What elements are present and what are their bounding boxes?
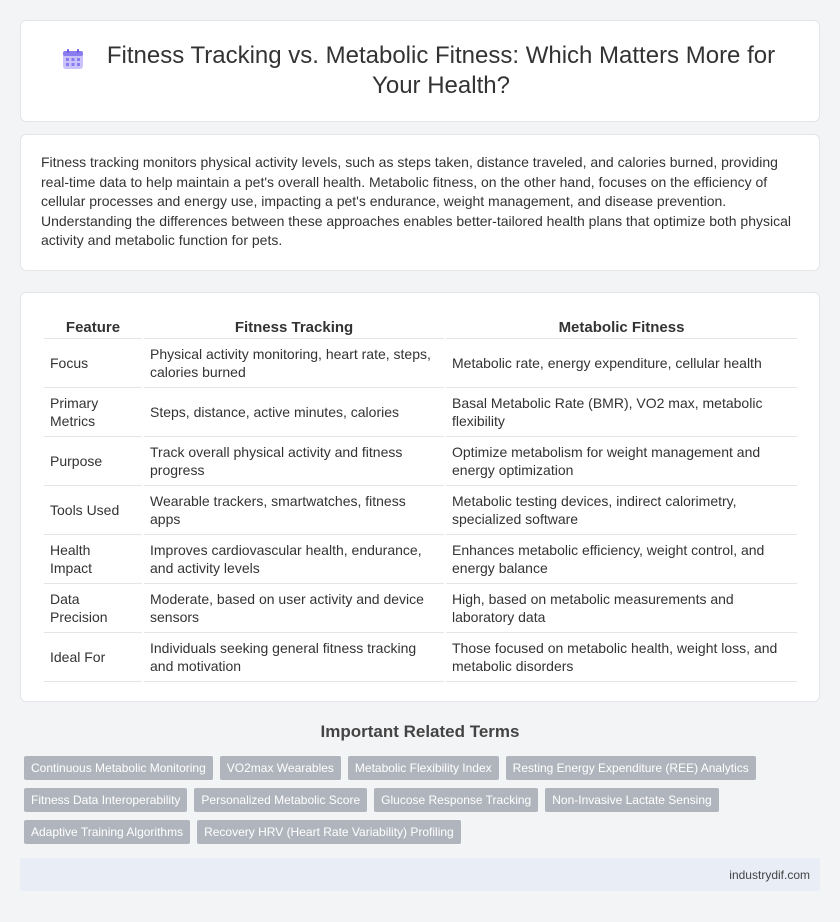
header-metabolic-fitness: Metabolic Fitness: [446, 313, 797, 339]
row-feature: Purpose: [44, 437, 142, 486]
comparison-table-card: [20, 292, 820, 702]
tag-link[interactable]: Glucose Response Tracking: [374, 788, 538, 812]
related-terms-tags: [24, 756, 824, 852]
tag-link[interactable]: Metabolic Flexibility Index: [348, 756, 499, 780]
tag-link[interactable]: Personalized Metabolic Score: [194, 788, 367, 812]
title-wrap: [61, 41, 779, 101]
row-metabolic-fitness: Those focused on metabolic health, weight loss, and metabolic disorders: [446, 633, 797, 682]
tag-link[interactable]: Recovery HRV (Heart Rate Variability) Profiling: [197, 820, 461, 844]
row-fitness-tracking: Improves cardiovascular health, endurance, and activity levels: [144, 535, 444, 584]
row-metabolic-fitness: Enhances metabolic efficiency, weight control, and energy balance: [446, 535, 797, 584]
row-fitness-tracking: Moderate, based on user activity and device sensors: [144, 584, 444, 633]
tag-row: [24, 820, 824, 844]
row-fitness-tracking: Steps, distance, active minutes, calories: [144, 388, 444, 437]
row-feature: Data Precision: [44, 584, 142, 633]
page-title: Fitness Tracking vs. Metabolic Fitness: Which Matters More for Your Health?: [106, 42, 776, 99]
row-metabolic-fitness: Metabolic rate, energy expenditure, cellular health: [446, 339, 797, 388]
row-feature: Primary Metrics: [44, 388, 142, 437]
tag-link[interactable]: Non-Invasive Lactate Sensing: [545, 788, 718, 812]
tag-link[interactable]: Adaptive Training Algorithms: [24, 820, 190, 844]
table-row: [44, 486, 797, 535]
header-fitness-tracking: Fitness Tracking: [144, 313, 444, 339]
row-metabolic-fitness: Metabolic testing devices, indirect calorimetry, specialized software: [446, 486, 797, 535]
table-row: [44, 388, 797, 437]
row-fitness-tracking: Wearable trackers, smartwatches, fitness apps: [144, 486, 444, 535]
table-row: [44, 584, 797, 633]
header-feature: Feature: [44, 313, 142, 339]
intro-paragraph: Fitness tracking monitors physical activity levels, such as steps taken, distance traveled, and calories burned, providing real-time data to help maintain a pet's overall health. Metabolic fitness, on the other hand, focuses on the efficiency of cellular processes and energy use, impacting a pet's endurance, weight management, and disease prevention. Understanding the differences between these approaches enables better-tailored health plans that optimize both physical activity and metabolic function for pets.: [41, 154, 792, 248]
row-fitness-tracking: Individuals seeking general fitness tracking and motivation: [144, 633, 444, 682]
tag-link[interactable]: Resting Energy Expenditure (REE) Analytics: [506, 756, 756, 780]
tag-row: [24, 788, 824, 812]
table-row: [44, 437, 797, 486]
footer-site-link[interactable]: industrydif.com: [729, 868, 810, 882]
row-feature: Health Impact: [44, 535, 142, 584]
calendar-icon: [61, 47, 85, 71]
row-metabolic-fitness: High, based on metabolic measurements and laboratory data: [446, 584, 797, 633]
row-fitness-tracking: Track overall physical activity and fitness progress: [144, 437, 444, 486]
row-feature: Ideal For: [44, 633, 142, 682]
comparison-table: [42, 313, 799, 682]
row-feature: Tools Used: [44, 486, 142, 535]
table-row: [44, 633, 797, 682]
tag-link[interactable]: VO2max Wearables: [220, 756, 341, 780]
table-row: [44, 339, 797, 388]
related-terms-title: Important Related Terms: [320, 722, 520, 741]
table-row: [44, 535, 797, 584]
row-metabolic-fitness: Optimize metabolism for weight management and energy optimization: [446, 437, 797, 486]
table-header-row: [44, 313, 797, 339]
title-card: [20, 20, 820, 122]
row-metabolic-fitness: Basal Metabolic Rate (BMR), VO2 max, metabolic flexibility: [446, 388, 797, 437]
footer-bar: [20, 858, 820, 891]
row-fitness-tracking: Physical activity monitoring, heart rate, steps, calories burned: [144, 339, 444, 388]
row-feature: Focus: [44, 339, 142, 388]
tag-row: [24, 756, 824, 780]
intro-card: [20, 134, 820, 271]
tag-link[interactable]: Continuous Metabolic Monitoring: [24, 756, 213, 780]
tag-link[interactable]: Fitness Data Interoperability: [24, 788, 187, 812]
